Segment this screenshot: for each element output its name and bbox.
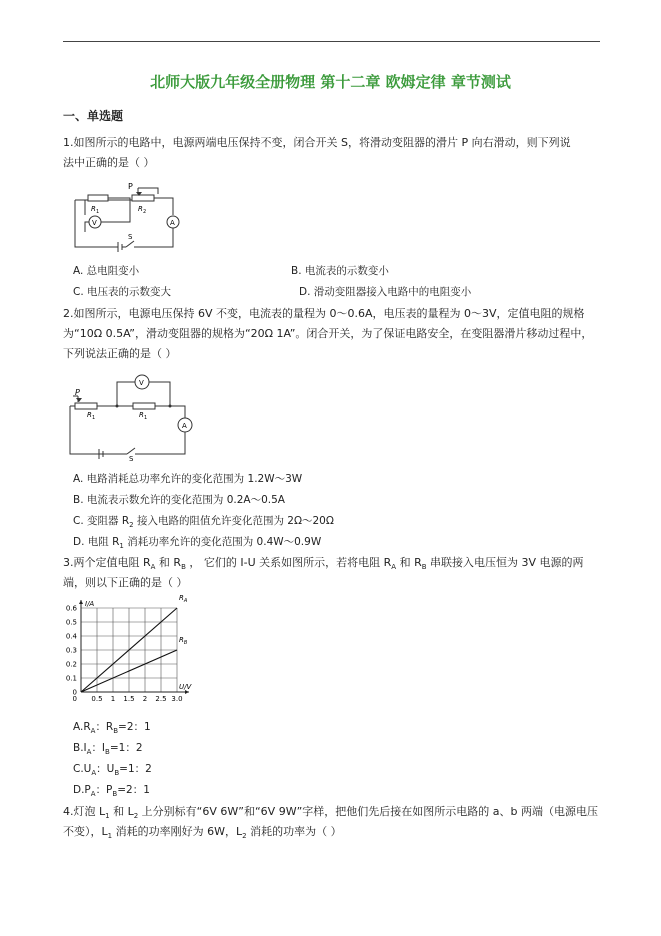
document-title: 北师大版九年级全册物理 第十二章 欧姆定律 章节测试 bbox=[150, 73, 511, 91]
q2-fig-label-r-right-sub: 1 bbox=[144, 415, 148, 421]
q3-d-sub2: B bbox=[112, 790, 118, 799]
q3-text-line2: 端，则以下正确的是（ ） bbox=[63, 576, 188, 589]
q4-l2-a: 不变），L bbox=[63, 825, 108, 838]
chart-y-tick-label: 0.6 bbox=[65, 604, 77, 613]
q3-iu-chart bbox=[63, 594, 198, 710]
chart-x-axis-label: U/V bbox=[179, 683, 192, 691]
chart-x-tick-label: 2 bbox=[142, 695, 148, 703]
q3-l1-dsub: B bbox=[421, 563, 427, 572]
q3-a-1: A.R bbox=[73, 721, 91, 733]
q3-a-mid: ：R bbox=[95, 721, 114, 733]
q4-l2-b: 消耗的功率刚好为 6W，L bbox=[112, 825, 243, 838]
q2-option-c-pre: C. 变阻器 R bbox=[73, 515, 130, 527]
q1-fig-label-v: V bbox=[92, 219, 97, 227]
q4-l1-bsub: 2 bbox=[133, 812, 139, 821]
q2-fig-label-r-left-sub: 1 bbox=[92, 415, 96, 421]
q1-text-line2: 法中正确的是（ ） bbox=[63, 156, 155, 169]
chart-series-label-ra: $R_A$ bbox=[179, 594, 188, 604]
q1-fig-label-r2: R bbox=[138, 205, 143, 213]
q3-d-end: =2：1 bbox=[117, 784, 150, 796]
q2-option-d-post: 消耗功率允许的变化范围为 0.4W～0.9W bbox=[123, 536, 322, 548]
q3-option-a[interactable] bbox=[73, 719, 151, 735]
q2-text-line2: 为“10Ω 0.5A”，滑动变阻器的规格为“20Ω 1A”。闭合开关，为了保证电路安全，在变阻器滑片移动过程中， bbox=[63, 327, 593, 340]
q3-c-sub2: B bbox=[114, 769, 120, 778]
q4-l1-a: 4.灯泡 L bbox=[63, 805, 106, 818]
q3-l1-a: 3.两个定值电阻 R bbox=[63, 556, 151, 569]
q1-fig-label-r2-sub: 2 bbox=[143, 209, 147, 215]
chart-y-tick-label: 0.4 bbox=[65, 632, 77, 641]
q2-option-c-post: 接入电路的阻值允许变化范围为 2Ω～20Ω bbox=[133, 515, 334, 527]
q2-option-c[interactable] bbox=[73, 513, 334, 529]
chart-y-tick-label: 0 bbox=[72, 688, 77, 697]
q3-a-end: =2：1 bbox=[118, 721, 151, 733]
q3-c-mid: ：U bbox=[96, 763, 115, 775]
chart-y-tick-label: 0.3 bbox=[65, 646, 77, 655]
q1-fig-label-s: S bbox=[128, 233, 133, 241]
section-heading: 一、单选题 bbox=[63, 109, 124, 123]
chart-y-tick-label: 0.1 bbox=[65, 674, 77, 683]
q2-text-line3: 下列说法正确的是（ ） bbox=[63, 347, 177, 360]
q1-fig-label-r1: R bbox=[91, 205, 96, 213]
chart-x-tick-label: 0.5 bbox=[91, 695, 103, 703]
q2-fig-label-r-right: R bbox=[139, 411, 144, 419]
chart-y-tick-label: 0.2 bbox=[65, 660, 77, 669]
chart-x-tick-label: 1 bbox=[110, 695, 116, 703]
chart-x-tick-label: 1.5 bbox=[123, 695, 135, 703]
q2-option-d-pre: D. 电阻 R bbox=[73, 536, 120, 548]
q3-c-sub1: A bbox=[91, 769, 97, 778]
chart-series-label-rb: $R_B$ bbox=[179, 636, 188, 646]
q4-text-line2 bbox=[63, 822, 342, 846]
q3-l1-e: 串联接入电压恒为 3V 电源的两 bbox=[426, 556, 584, 569]
q3-l1-csub: A bbox=[391, 563, 397, 572]
q1-option-d[interactable]: D. 滑动变阻器接入电路中的电阻变小 bbox=[299, 286, 472, 298]
q2-fig-label-p: P bbox=[75, 388, 80, 397]
chart-y-axis-arrow bbox=[79, 600, 83, 604]
chart-x-tick-label: 2.5 bbox=[155, 695, 167, 703]
q3-l1-c: ， 它们的 I-U 关系如图所示，若将电阻 R bbox=[185, 556, 392, 569]
q1-fig-label-a: A bbox=[170, 219, 175, 227]
q4-l1-c: 上分别标有“6V 6W”和“6V 9W”字样，把他们先后接在如图所示电路的 a、b 两端（电源电压 bbox=[138, 805, 598, 818]
q2-option-b[interactable]: B. 电流表示数允许的变化范围为 0.2A～0.5A bbox=[73, 494, 285, 506]
q1-option-c[interactable]: C. 电压表的示数变大 bbox=[73, 286, 172, 298]
q1-circuit-diagram bbox=[70, 180, 185, 252]
chart-y-tick-label: 0.5 bbox=[65, 618, 77, 627]
chart-x-tick-label: 3.0 bbox=[171, 695, 183, 703]
q2-option-d[interactable] bbox=[73, 534, 321, 550]
q2-fig-label-v: V bbox=[139, 379, 144, 387]
q1-fig-label-r1-sub: 1 bbox=[96, 209, 100, 215]
q1-text-line1: 1.如图所示的电路中，电源两端电压保持不变，闭合开关 S，将滑动变阻器的滑片 P 向右滑动，则下列说 bbox=[63, 136, 571, 149]
q3-option-d[interactable] bbox=[73, 782, 150, 798]
q3-c-1: C.U bbox=[73, 763, 92, 775]
q4-l1-b: 和 L bbox=[109, 805, 134, 818]
chart-y-axis-label: I/A bbox=[85, 600, 95, 608]
q2-circuit-diagram bbox=[65, 372, 195, 462]
q3-option-c[interactable] bbox=[73, 761, 152, 777]
q1-option-a[interactable]: A. 总电阻变小 bbox=[73, 265, 140, 277]
q4-l1-asub: 1 bbox=[105, 812, 110, 821]
q3-b-1: B.I bbox=[73, 742, 87, 754]
q2-option-c-sub: 2 bbox=[129, 521, 134, 530]
q3-d-sub1: A bbox=[90, 790, 96, 799]
q1-fig-label-p: P bbox=[128, 182, 133, 191]
q3-a-sub2: B bbox=[113, 727, 119, 736]
q3-b-sub1: A bbox=[86, 748, 92, 757]
q2-text-line1: 2.如图所示，电源电压保持 6V 不变，电流表的量程为 0～0.6A，电压表的量程为 0～3V，定值电阻的规格 bbox=[63, 307, 585, 320]
q3-l1-b: 和 R bbox=[155, 556, 182, 569]
q4-l2-bsub: 2 bbox=[242, 832, 247, 841]
q3-l1-bsub: B bbox=[181, 563, 186, 572]
q3-b-sub2: B bbox=[105, 748, 110, 757]
header-rule bbox=[63, 41, 600, 42]
q1-option-b[interactable]: B. 电流表的示数变小 bbox=[291, 265, 389, 277]
q2-fig-label-s: S bbox=[129, 455, 134, 463]
q3-a-sub1: A bbox=[90, 727, 96, 736]
q3-option-b[interactable] bbox=[73, 740, 143, 756]
q3-b-end: =1：2 bbox=[109, 742, 143, 754]
q4-l2-c: 消耗的功率为（ ） bbox=[246, 825, 342, 838]
q3-b-mid: ：I bbox=[91, 742, 106, 754]
q3-c-end: =1：2 bbox=[119, 763, 152, 775]
q2-option-a[interactable]: A. 电路消耗总功率允许的变化范围为 1.2W～3W bbox=[73, 473, 303, 485]
q3-l1-asub: A bbox=[150, 563, 156, 572]
q3-l1-d: 和 R bbox=[396, 556, 422, 569]
q2-fig-label-r-left: R bbox=[87, 411, 92, 419]
q2-option-d-sub: 1 bbox=[119, 542, 124, 551]
q4-l2-asub: 1 bbox=[107, 832, 113, 841]
q3-d-mid: ：P bbox=[95, 784, 113, 796]
q2-fig-label-a: A bbox=[182, 422, 187, 430]
q3-d-1: D.P bbox=[73, 784, 91, 796]
chart-origin-label: 0 bbox=[72, 695, 77, 703]
